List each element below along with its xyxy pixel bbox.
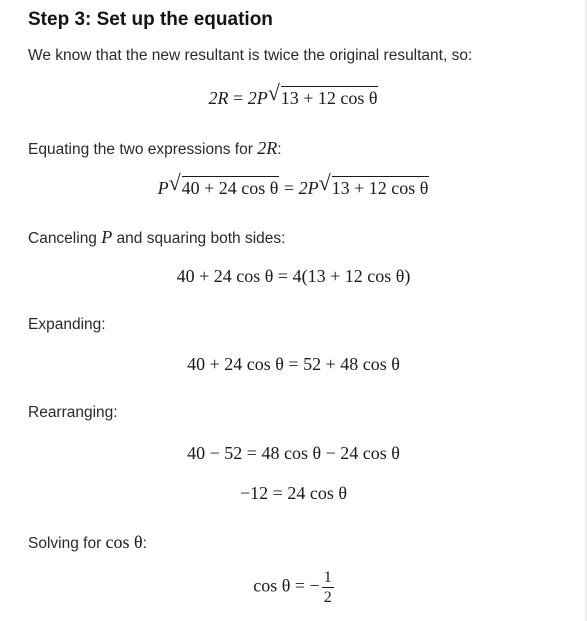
eq2-sqrt-right-inner: 13 + 12 cos θ [331, 178, 429, 198]
paragraph-equating [28, 138, 282, 159]
eq1-left: 2R [208, 88, 229, 108]
eq2-sqrt-left: √ 40 + 24 cos θ [168, 170, 279, 198]
p3-suffix: and squaring both sides: [112, 230, 286, 247]
p6-suffix: : [142, 535, 147, 552]
equation-equating [0, 170, 587, 199]
equation-squared: 40 + 24 cos θ = 4(13 + 12 cos θ) [176, 266, 411, 286]
eq7-denominator: 2 [323, 589, 332, 606]
p3-math: P [101, 227, 113, 247]
equation-2r [0, 80, 587, 109]
paragraph-resultant-twice: We know that the new resultant is twice the original resultant, so: [28, 47, 473, 64]
eq2-p-left: P [157, 178, 169, 198]
eq1-sqrt-inner: 13 + 12 cos θ [280, 88, 378, 108]
eq1-coef: 2P [247, 88, 268, 108]
paragraph-rearranging: Rearranging: [28, 404, 118, 421]
equation-expanded: 40 + 24 cos θ = 52 + 48 cos θ [187, 354, 400, 374]
eq2-coef: 2P [298, 178, 319, 198]
eq2-sqrt-right: √ 13 + 12 cos θ [318, 170, 429, 198]
step-heading: Step 3: Set up the equation [28, 9, 273, 30]
eq1-equals: = [233, 88, 244, 108]
eq7-numerator: 1 [323, 569, 332, 586]
eq2-equals: = [283, 178, 295, 198]
p6-text: Solving for [28, 535, 106, 552]
p2-math: 2R [257, 138, 278, 158]
paragraph-expanding: Expanding: [28, 316, 106, 333]
p3-text: Canceling [28, 230, 102, 247]
equation-rearranged: 40 − 52 = 48 cos θ − 24 cos θ [187, 443, 400, 463]
p2-text: Equating the two expressions for [28, 141, 258, 158]
p2-suffix: : [277, 141, 282, 158]
paragraph-canceling [28, 227, 285, 248]
paragraph-solving [28, 532, 147, 553]
equation-cos-theta [0, 568, 587, 607]
eq2-sqrt-left-inner: 40 + 24 cos θ [181, 178, 279, 198]
equation-simplified: −12 = 24 cos θ [240, 483, 347, 503]
eq7-fraction [322, 568, 334, 607]
eq1-sqrt: √ 13 + 12 cos θ [267, 80, 378, 108]
eq7-left: cos θ = − [253, 575, 320, 596]
p6-math: cos θ [105, 532, 143, 552]
